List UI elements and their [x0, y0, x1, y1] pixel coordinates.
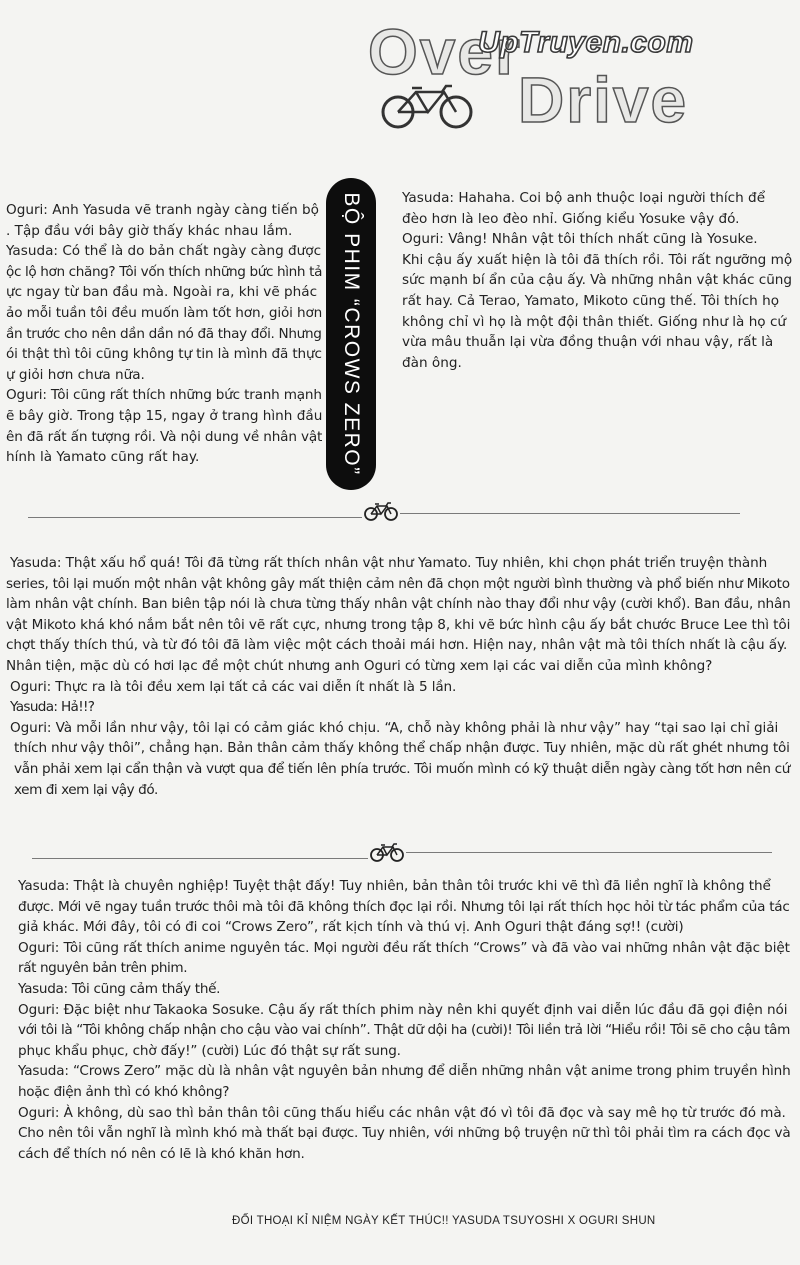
- text-line: thích như vậy thôi”, chẳng hạn. Bản thân cảm thấy không thể chấp nhận được. Tuy nhiên, mặc dù rất ghét nhưng tôi: [14, 740, 790, 757]
- text-line: làm nhân vật chính. Ban biên tập nói là chưa từng thấy nhân vật chính nào thay đổi như vậy (cười khổ). Ban đầu, nhân: [6, 596, 791, 613]
- text-line: phục khẩu phục, chờ đấy!” (cười) Lúc đó thật sự rất sung.: [18, 1042, 401, 1059]
- text-line: đèo hơn là leo đèo nhỉ. Giống kiểu Yosuke vậy đó.: [402, 210, 740, 227]
- text-line: sức mạnh bí ẩn của cậu ấy. Và những nhân vật khác cũng: [402, 272, 792, 289]
- text-line: series, tôi lại muốn một nhân vật không gây mất thiện cảm nên đã chọn một người bình thường và phổ biến như Mikoto: [6, 575, 790, 592]
- right-column: [402, 188, 792, 373]
- text-line: vừa mâu thuẫn lại vừa đồng thuận với nhau vậy, rất là: [402, 334, 774, 351]
- section-title-pill: [326, 178, 376, 490]
- text-line: ên đã rất ấn tượng rồi. Và nội dung về nhân vật: [6, 428, 323, 445]
- dialogue-section: [0, 876, 800, 1164]
- text-line: giả khác. Mới đây, tôi có đi coi “Crows Zero”, rất kịch tính và thú vị. Anh Oguri thật đáng sợ!! (cười): [18, 919, 684, 936]
- text-line: Khi cậu ấy xuất hiện là tôi đã thích rồi. Tôi rất ngưỡng mộ: [402, 251, 793, 268]
- text-line: Yasuda: Thật là chuyên nghiệp! Tuyệt thật đấy! Tuy nhiên, bản thân tôi trước khi vẽ thì đã liền nghĩ là không thể: [18, 878, 771, 894]
- text-line: Oguri: Tôi cũng rất thích những bức tranh mạnh: [6, 387, 322, 404]
- logo-drive-text: Drive: [518, 64, 689, 136]
- text-line: xem đi xem lại vậy đó.: [14, 781, 158, 798]
- text-line: hính là Yamato cũng rất hay.: [6, 449, 200, 466]
- divider-line: [28, 517, 362, 518]
- text-line: Oguri: Đặc biệt như Takaoka Sosuke. Cậu ấy rất thích phim này nên khi quyết định vai diễn lúc đầu đã gọi điện nói: [18, 1001, 788, 1018]
- text-line: Oguri: À không, dù sao thì bản thân tôi cũng thấu hiểu các nhân vật đó vì tôi đã đọc và say mê họ từ trước đó mà.: [18, 1104, 786, 1121]
- text-line: ần trước cho nên dần dần nó đã thay đổi. Nhưng: [6, 325, 322, 342]
- text-line: được. Mới vẽ ngay tuần trước thôi mà tôi đã không thích đọc lại rồi. Nhưng tôi lại rất thích học hỏi từ tác phẩm của tác: [18, 898, 790, 915]
- text-line: ực ngay từ ban đầu mà. Ngoài ra, khi vẽ phác: [6, 284, 318, 301]
- text-line: ẽ bây giờ. Trong tập 15, ngay ở trang hình đầu: [6, 407, 323, 424]
- bicycle-icon: [378, 84, 478, 130]
- text-line: ự giỏi hơn chưa nữa.: [6, 366, 145, 383]
- text-line: Oguri: Anh Yasuda vẽ tranh ngày càng tiến bộ: [6, 202, 319, 218]
- bicycle-icon: [370, 843, 404, 863]
- divider-line: [400, 513, 740, 514]
- logo-over-text: Over: [368, 16, 522, 88]
- text-line: không chỉ vì họ là một đội thân thiết. Giống như là họ cứ: [402, 313, 787, 330]
- text-line: Yasuda: Hả!!?: [10, 699, 95, 716]
- text-line: cách để thích nó nên có lẽ là khó khăn hơn.: [18, 1145, 305, 1162]
- text-line: . Tập đầu với bây giờ thấy khác nhau lắm.: [6, 222, 293, 239]
- text-line: Yasuda: Thật xấu hổ quá! Tôi đã từng rất thích nhân vật như Yamato. Tuy nhiên, khi chọn phát triển truyện thành: [10, 555, 768, 571]
- text-line: vật Mikoto khá khó nắm bắt nên tôi vẽ rất cực, nhưng trong tập 8, khi vẽ bức hình cậu ấy bắt chước Bruce Lee thì tôi: [6, 616, 791, 633]
- text-line: rất nguyên bản trên phim.: [18, 960, 188, 977]
- text-line: ộc lộ hơn chăng? Tôi vốn thích những bức hình tả: [6, 263, 323, 280]
- left-column: [6, 200, 322, 468]
- text-line: Cho nên tôi vẫn nghĩ là mình khó mà thất bại được. Tuy nhiên, với những bộ truyện nữ thì tôi phải tìm ra cách đọc và: [18, 1125, 791, 1142]
- text-line: đàn ông.: [402, 354, 462, 371]
- text-line: ói thật thì tôi cũng không tự tin là mình đã thực: [6, 346, 322, 363]
- bicycle-icon: [364, 502, 398, 522]
- text-line: chợt thấy thích thú, và từ đó tôi đã làm việc một cách thoải mái hơn. Hiện nay, nhân vật mà tôi thích nhất là cậu ấy.: [6, 637, 788, 654]
- text-line: vẫn phải xem lại cẩn thận và vượt qua để tiến lên phía trước. Tôi muốn mình có kỹ thuật diễn ngày càng tốt hơn nên cứ: [14, 760, 791, 777]
- watermark: UpTruyen.com: [478, 26, 694, 59]
- text-line: Oguri: Và mỗi lần như vậy, tôi lại có cảm giác khó chịu. “A, chỗ này không phải là như vậy” hay “tại sao lại chỉ giải: [10, 719, 779, 736]
- text-line: Oguri: Vâng! Nhân vật tôi thích nhất cũng là Yosuke.: [402, 231, 758, 248]
- divider-line: [32, 858, 368, 859]
- text-line: Yasuda: Tôi cũng cảm thấy thế.: [18, 980, 221, 997]
- text-line: ảo mỗi tuần tôi đều muốn làm tốt hơn, giỏi hơn: [6, 304, 323, 321]
- divider-line: [406, 852, 772, 853]
- text-line: với tôi là “Tôi không chấp nhận cho cậu vào vai chính”. Thật dữ dội ha (cười)! Tôi liền trả lời “Hiểu rồi! Tôi sẽ cho cậu tâm: [18, 1022, 790, 1039]
- text-line: hoặc điện ảnh thì có khó không?: [18, 1083, 230, 1100]
- text-line: Nhân tiện, mặc dù có hơi lạc đề một chút nhưng anh Oguri có từng xem lại các vai diễn của mình không?: [6, 657, 713, 674]
- text-line: Oguri: Thực ra là tôi đều xem lại tất cả các vai diễn ít nhất là 5 lần.: [10, 678, 457, 695]
- section-title: BỘ PHIM “CROWS ZERO”: [340, 192, 363, 476]
- page-footer: ĐỐI THOẠI KỈ NIỆM NGÀY KẾT THÚC!! YASUDA TSUYOSHI X OGURI SHUN: [232, 1215, 656, 1227]
- dialogue-section: [0, 553, 800, 800]
- text-line: rất hay. Cả Terao, Yamato, Mikoto cũng thế. Tôi thích họ: [402, 292, 780, 309]
- text-line: Yasuda: Hahaha. Coi bộ anh thuộc loại người thích để: [402, 190, 766, 206]
- text-line: Yasuda: “Crows Zero” mặc dù là nhân vật nguyên bản nhưng để diễn những nhân vật anime trong phim truyền hình: [18, 1063, 791, 1080]
- text-line: Oguri: Tôi cũng rất thích anime nguyên tác. Mọi người đều rất thích “Crows” và đã vào vai những nhân vật đặc biệt: [18, 939, 790, 956]
- text-line: Yasuda: Có thể là do bản chất ngày càng được: [6, 243, 322, 260]
